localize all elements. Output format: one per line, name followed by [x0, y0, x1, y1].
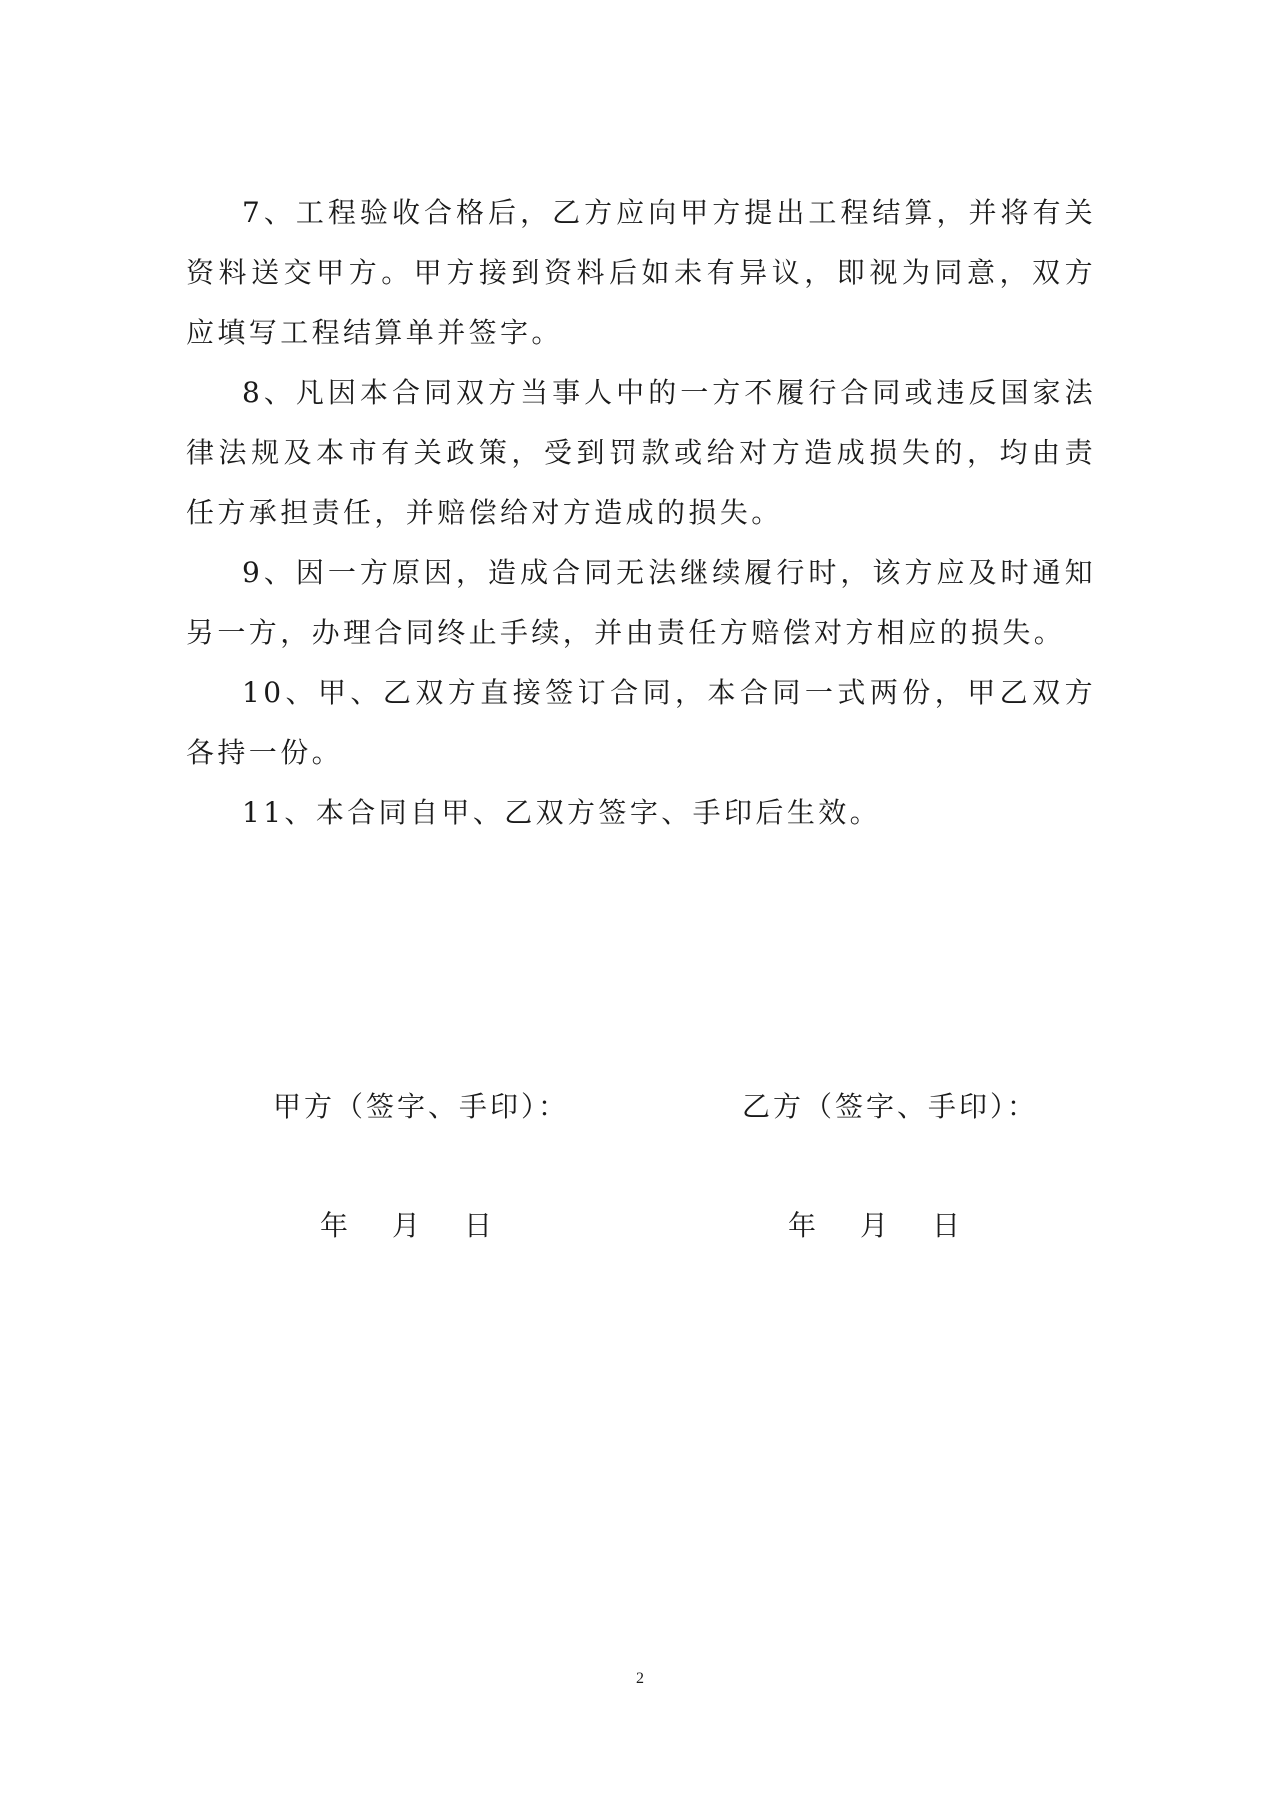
contract-clauses: [186, 183, 1096, 843]
date-day-label: 日: [932, 1209, 961, 1242]
clause-11: 11、本合同自甲、乙双方签字、手印后生效。: [242, 796, 882, 829]
party-b-date: [788, 1204, 960, 1244]
clause-9: 9、因一方原因，造成合同无法继续履行时，该方应及时通知另一方，办理合同终止手续，并由责任方赔偿对方相应的损失。: [186, 556, 1096, 649]
party-a-signature-label: 甲方（签字、手印）：: [273, 1090, 570, 1123]
party-b-signature-label: 乙方（签字、手印）：: [742, 1090, 1039, 1123]
clause-7: 7、工程验收合格后，乙方应向甲方提出工程结算，并将有关资料送交甲方。甲方接到资料后如未有异议，即视为同意，双方应填写工程结算单并签字。: [186, 196, 1096, 349]
date-month-label: 月: [392, 1209, 421, 1242]
date-month-label: 月: [860, 1209, 889, 1242]
date-year-label: 年: [788, 1209, 817, 1242]
page-number: 2: [636, 1670, 644, 1687]
clause-8: 8、凡因本合同双方当事人中的一方不履行合同或违反国家法律法规及本市有关政策，受到罚款或给对方造成损失的，均由责任方承担责任，并赔偿给对方造成的损失。: [186, 376, 1096, 529]
clause-10: 10、甲、乙双方直接签订合同，本合同一式两份，甲乙双方各持一份。: [186, 676, 1096, 769]
date-year-label: 年: [320, 1209, 349, 1242]
party-a-date: [320, 1204, 492, 1244]
date-day-label: 日: [464, 1209, 493, 1242]
